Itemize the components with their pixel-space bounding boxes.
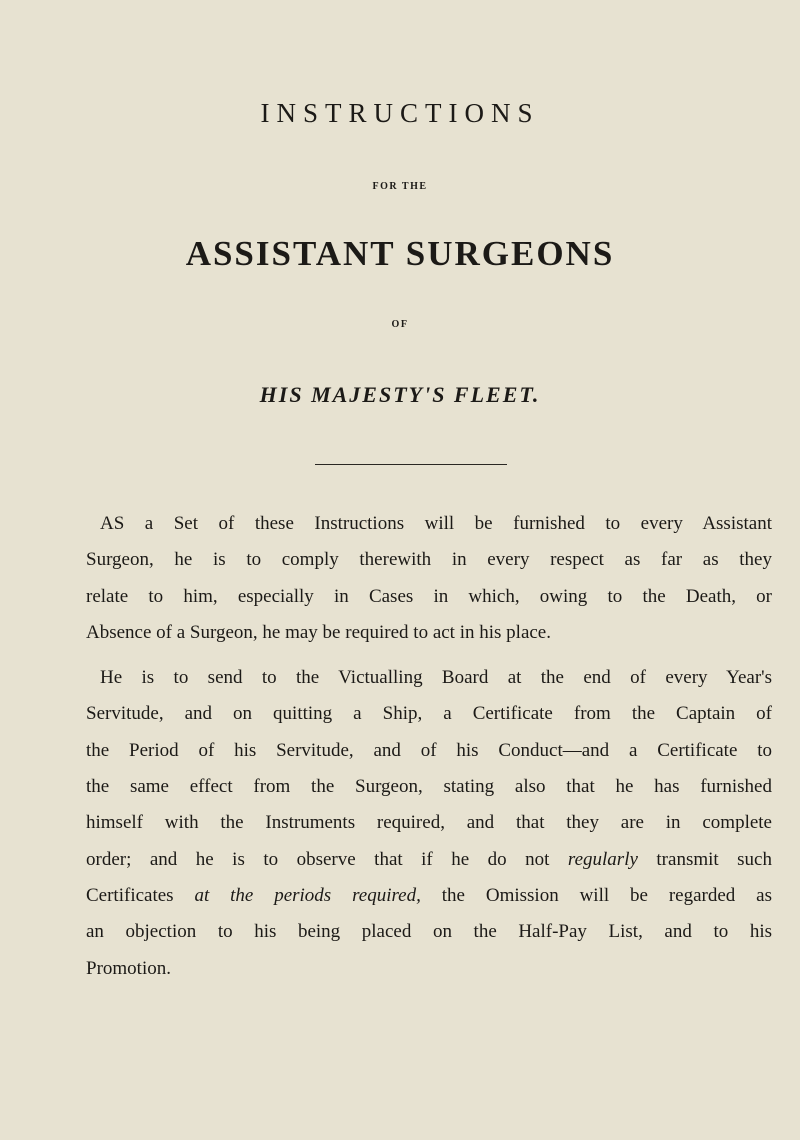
- heading-assistant-surgeons: ASSISTANT SURGEONS: [185, 234, 615, 273]
- heading-of: OF: [391, 319, 409, 330]
- paragraph-line: relate to him, especially in Cases in which, owing to the Death, or: [86, 585, 772, 607]
- heading-for-the: FOR THE: [372, 181, 428, 192]
- text-run: the Omission will be regarded as: [420, 884, 772, 906]
- paragraph-1: [86, 506, 772, 651]
- paragraph-line: AS a Set of these Instructions will be furnished to every Assistant: [100, 513, 772, 534]
- paragraph-line: the same effect from the Surgeon, stating also that he has furnished: [86, 776, 772, 798]
- body-text: [86, 506, 772, 987]
- paragraph-line: himself with the Instruments required, and that they are in complete: [86, 812, 772, 834]
- text-run: transmit such: [637, 848, 772, 870]
- heading-instructions: INSTRUCTIONS: [260, 98, 540, 128]
- text-run: Certificates: [86, 884, 195, 906]
- paragraph-line: He is to send to the Victualling Board at the end of every Year's: [100, 667, 772, 689]
- paragraph-line: Absence of a Surgeon, he may be required to act in his place.: [86, 621, 551, 643]
- emphasis-regularly: regularly: [567, 848, 638, 870]
- paragraph-line: Servitude, and on quitting a Ship, a Certificate from the Captain of: [86, 703, 772, 725]
- paragraph-line: Surgeon, he is to comply therewith in every respect as far as they: [86, 549, 772, 571]
- paragraph-line: an objection to his being placed on the Half-Pay List, and to his: [86, 921, 772, 943]
- paragraph-line: Promotion.: [86, 957, 171, 979]
- text-run: order; and he is to observe that if he do not: [86, 848, 568, 870]
- heading-his-majestys-fleet: HIS MAJESTY'S FLEET.: [259, 382, 541, 407]
- paragraph-2: [86, 660, 772, 987]
- paragraph-line: [86, 842, 772, 878]
- paragraph-line: [86, 878, 772, 914]
- emphasis-at-the-periods-required: at the periods required,: [194, 884, 421, 906]
- paragraph-line: the Period of his Servitude, and of his Conduct—and a Certificate to: [86, 739, 772, 761]
- title-divider-rule: [315, 464, 507, 465]
